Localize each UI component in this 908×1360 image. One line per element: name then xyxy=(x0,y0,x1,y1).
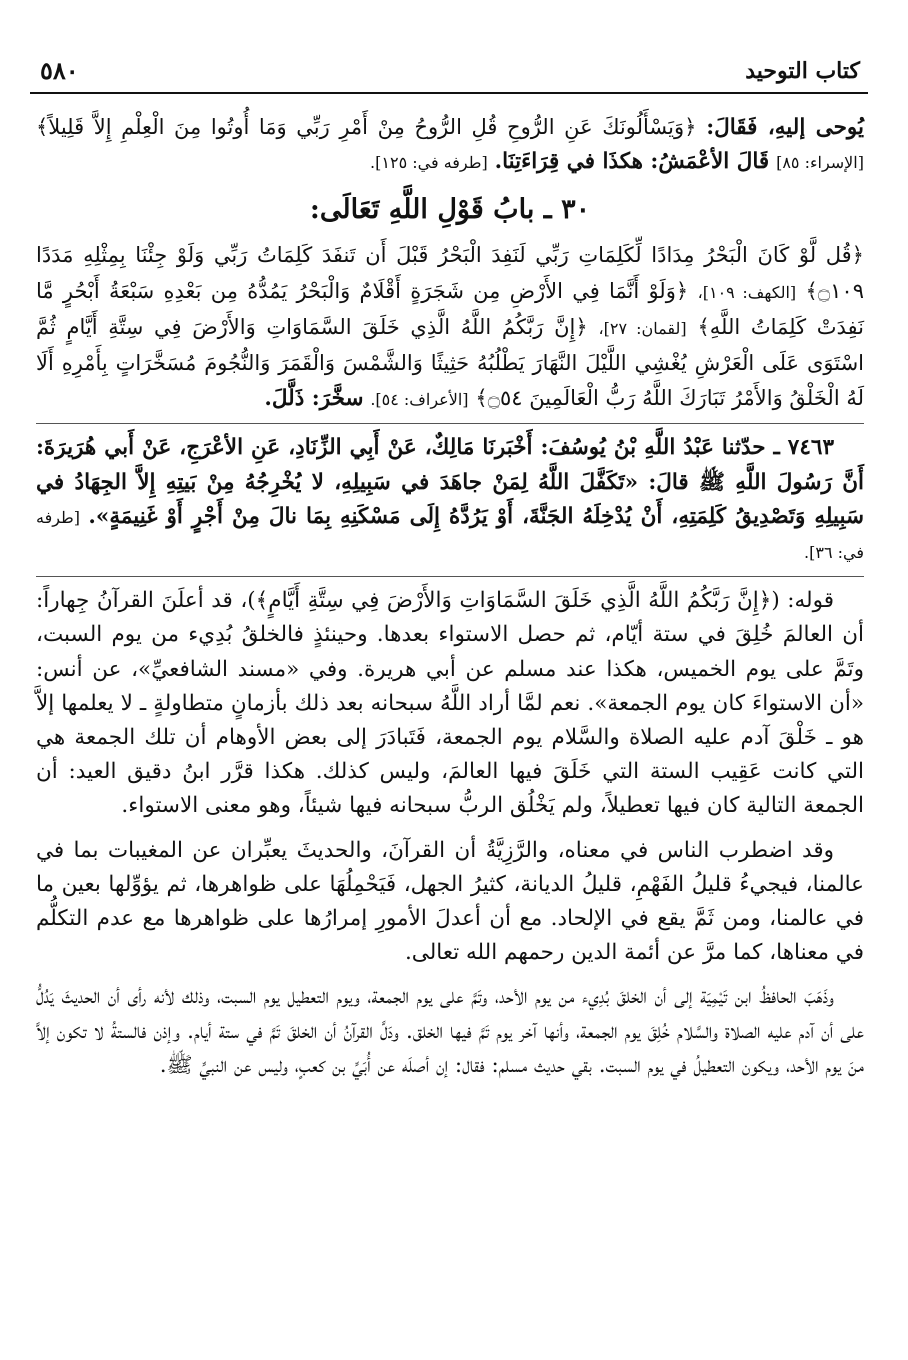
commentary-paragraph-1: قوله: (﴿إِنَّ رَبَّكُمُ اللَّهُ الَّذِي خَلَقَ السَّمَاوَاتِ وَالأَرْضَ فِي سِتَّةِ أَيَّامٍ﴾)، قد أعلَنَ القرآنُ جِهاراً: أن العالمَ خُلِقَ في ستة أيّام، ثم حصل الاستواء بعدها. وحينئذٍ فالخلقُ بُدِيء من يوم السبت، وتَمَّ على يوم الخميس، هكذا عند مسلم عن أبي هريرة. وفي «مسند الشافعيِّ»، عن أنس: «أن الاستواءَ كان يوم الجمعة». نعم لمَّا أراد اللَّهُ سبحانه بعد ذلك بأزمانٍ متطاولةٍ ـ لا يعلمها إلاَّ هو ـ خَلْقَ آدم عليه الصلاة والسَّلام يوم الجمعة، فَتَبادَرَ إلى بعض الأوهام أن تلك الجمعة هي التي كانت عَقِيب الستة التي خَلَقَ فيها العالمَ، وليس كذلك. هكذا قرَّر ابنُ دقيق العيد: أن الجمعة التالية كان فيها تعطيلاً، ولم يَخْلُق الربُّ سبحانه فيها شيئاً، وهو معنى الاستواء. xyxy=(36,588,864,819)
hadith-text: ٧٤٦٣ ـ حدّثنا عَبْدُ اللَّهِ بْنُ يُوسُفَ: أَخْبَرنَا مَالِكٌ، عَنْ أَبِي الزِّنَادِ، عَنِ الأعْرَجِ، عَنْ أَبي هُرَيرَةَ: أَنَّ رَسُولَ اللَّهِ ﷺ قالَ: «تَكَفَّلَ اللَّهُ لِمَنْ جاهَدَ في سَبِيلِهِ، لا يُخْرِجُهُ مِنْ بَيتِهِ إِلاَّ الجِهَادُ في سَبِيلِهِ وَتَصْدِيقُ كَلِمَتِهِ، أَنْ يُدْخِلَهُ الجَنَّةَ، أَوْ يَرُدَّهُ إِلَى مَسْكَنِهِ بِمَا نالَ مِنْ أَجْرٍ أَوْ غَنِيمَةٍ». xyxy=(36,435,864,529)
running-title: كتاب التوحيد xyxy=(745,58,860,84)
commentary-divider xyxy=(36,576,864,578)
ayah-luqman: ﴿وَلَوْ أَنَّمَا فِي الأَرْضِ مِن شَجَرَةٍ أَقْلَامٌ وَالْبَحْرُ يَمُدُّهُ مِن بَعْدِهِ سَبْعَةُ أَبْحُرٍ مَّا نَفِدَتْ كَلِمَاتُ اللَّهِ﴾ xyxy=(36,278,865,339)
section-divider xyxy=(36,423,864,425)
intro-lead: يُوحى إليهِ، فَقَالَ: xyxy=(706,115,865,140)
intro-tarf: [طرفه في: ١٢٥]. xyxy=(370,153,488,173)
intro-ref: [الإسراء: ٨٥] xyxy=(776,153,864,173)
ref-luqman: [لقمان: ٢٧]، xyxy=(598,318,687,338)
page-body xyxy=(36,110,864,1083)
commentary-paragraph-2: وقد اضطرب الناس في معناه، والرَّزِيَّةُ أن القرآنَ، والحديثَ يعبِّران عن المغيبات بما في عالمنا، فيجيءُ قليلُ الفَهْمِ، قليلُ الديانة، كثيرُ الجهل، فَيَحْمِلُهَا على ظواهرها، ثم يؤوِّلها بعين ما في عالمنا، ومن ثَمَّ يقع في الإلحاد. مع أن أعدلَ الأمورِ إمرارُها على ظواهرها مع عدم التكلُّم في معناها، كما مرَّ عن أئمة الدين رحمهم الله تعالى. xyxy=(36,837,864,966)
ayah-araf: ﴿إِنَّ رَبَّكُمُ اللَّهُ الَّذِي خَلَقَ السَّمَاوَاتِ وَالأَرْضَ فِي سِتَّةِ أَيَّامٍ ثُمَّ اسْتَوَى عَلَى الْعَرْشِ يُغْشِي اللَّيْلَ النَّهَارَ يَطْلُبُهُ حَثِيثًا وَالشَّمْسَ وَالْقَمَرَ وَالنُّجُومَ مُسَخَّرَاتٍ بِأَمْرِهِ أَلَا لَهُ الْخَلْقُ وَالأَمْرُ تَبَارَكَ اللَّهُ رَبُّ الْعَالَمِينَ ۝٥٤﴾ xyxy=(36,314,864,411)
intro-tail: قَالَ الأعْمَشُ: هكذَا في قِرَاءَتِنَا. xyxy=(494,149,770,175)
chapter-ayat xyxy=(36,238,864,417)
page-header xyxy=(30,52,868,94)
commentary-paragraph-3: وذَهَبَ الحافظُ ابن تَيْمِيَة إلى أن الخلقَ بُدِيء من يوم الأحد، وتَمَّ على يوم الجمعة، ويوم التعطيل يوم السبت، وذلك لأنه رأى أن الحديثَ يَدُلُّ على أن آدم عليه الصلاة والسَّلام خُلِقَ يوم الجمعة، وأنها آخر يوم تَمَّ فيها الخلق. ودَلَّ القرآنُ أن الخلقَ تَمَّ في ستة أيام. وإذن فالستةُ لا تكون إلاَّ منَ يوم الأحد، ويكون التعطيلُ في يوم السبت. بقي حديث مسلم: فقال: إن أصلَه عن أُبَيِّ بن كعبٍ، وليس عن النبيِّ ﷺ. xyxy=(36,984,864,1078)
page-number: ٥٨٠ xyxy=(40,56,79,85)
chapter-heading: ٣٠ ـ بابُ قَوْلِ اللَّهِ تَعَالَى: xyxy=(309,194,591,226)
intro-ayah: ﴿وَيَسْأَلُونَكَ عَنِ الرُّوحِ قُلِ الرُّوحُ مِنْ أَمْرِ رَبِّي وَمَا أُوتُوا مِنَ الْعِلْمِ إِلاَّ قَلِيلاً﴾ xyxy=(36,115,697,139)
hadith-tarf: [طرفه في: ٣٦]. xyxy=(36,507,864,563)
ref-araf: [الأعراف: ٥٤]. xyxy=(370,390,469,410)
gloss: سخَّرَ: ذَلَّلَ. xyxy=(264,386,364,412)
hadith-paragraph xyxy=(36,431,864,570)
intro-paragraph xyxy=(36,110,864,180)
ayah-kahf: ﴿قُل لَّوْ كَانَ الْبَحْرُ مِدَادًا لِّكَلِمَاتِ رَبِّي لَنَفِدَ الْبَحْرُ قَبْلَ أَن تَنفَدَ كَلِمَاتُ رَبِّي وَلَوْ جِئْنَا بِمِثْلِهِ مَدَدًا ۝١٠٩﴾ xyxy=(36,243,864,303)
ref-kahf: [الكهف: ١٠٩]، xyxy=(697,282,797,302)
